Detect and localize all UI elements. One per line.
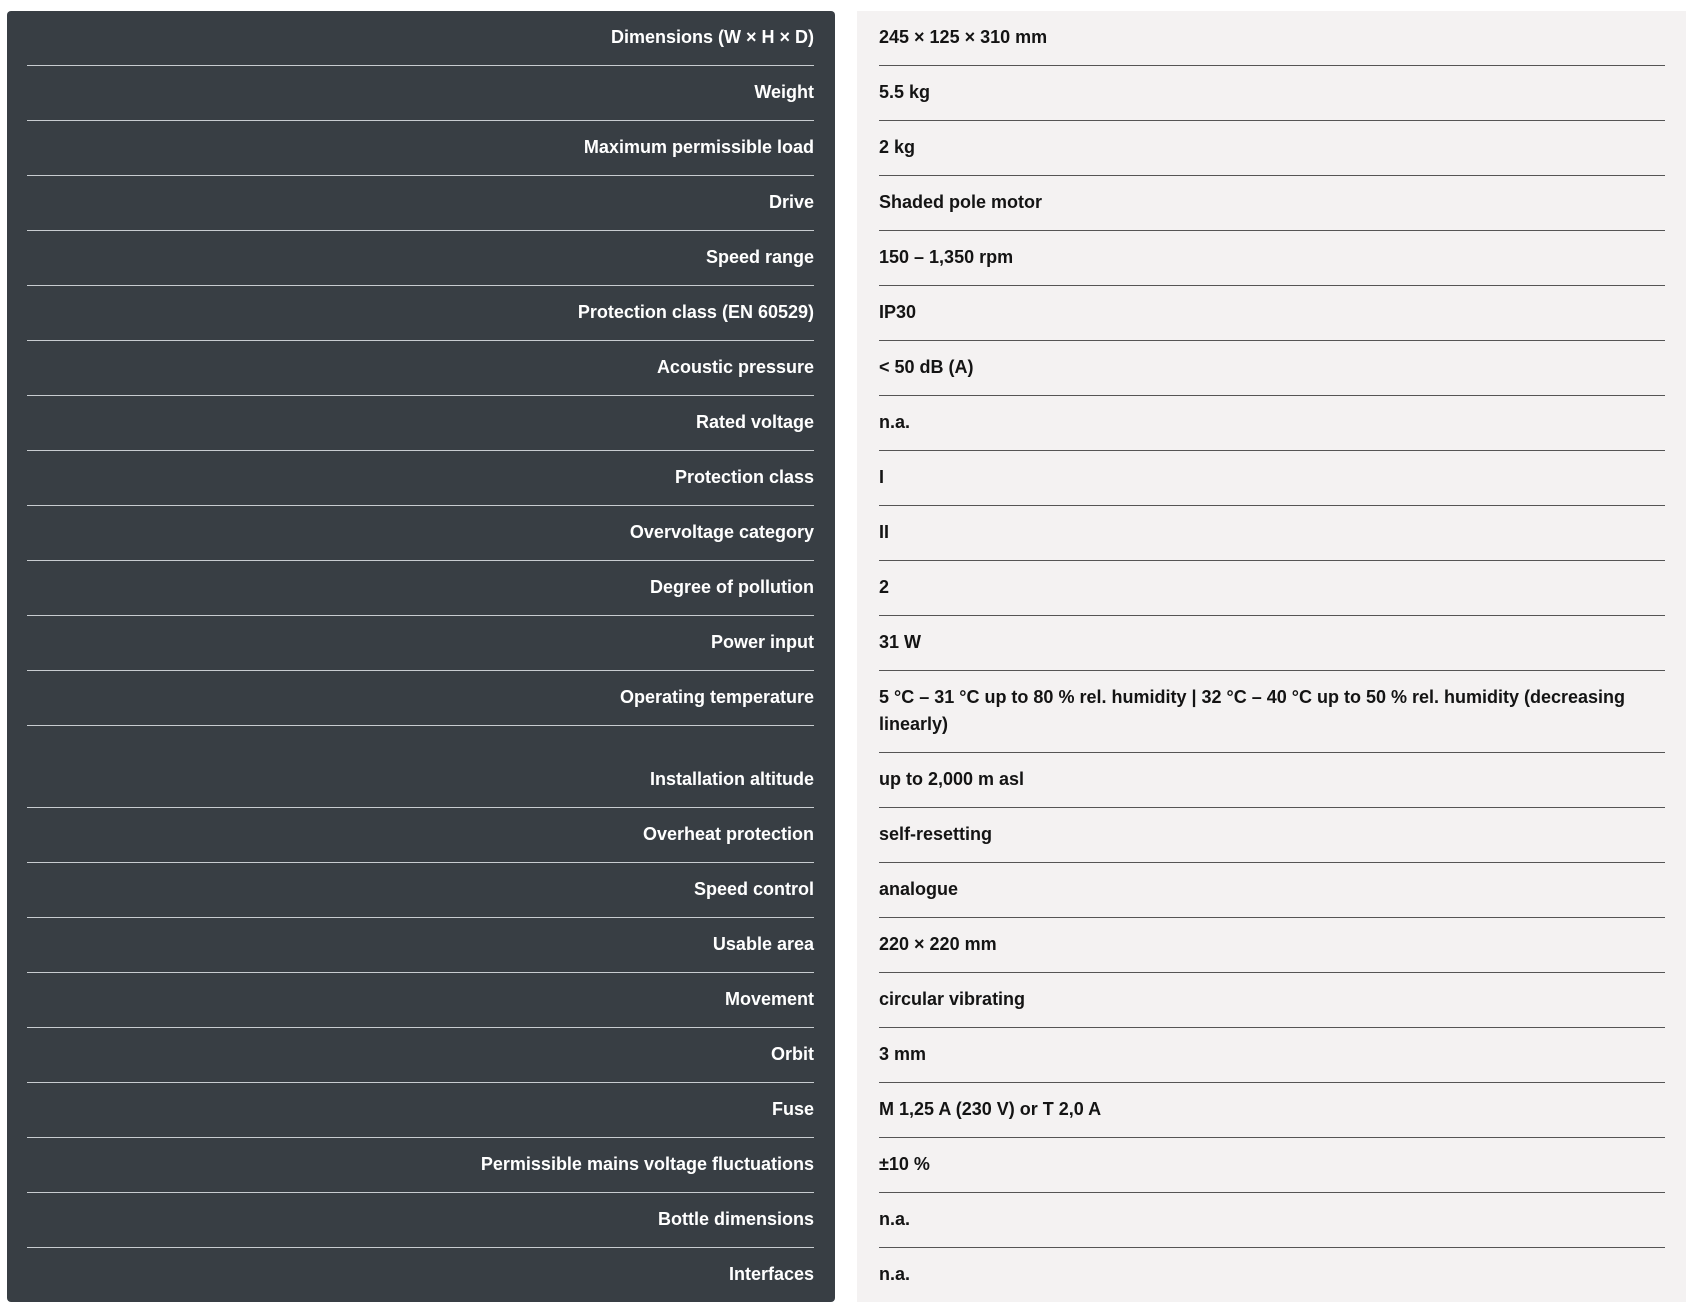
spec-value: 150 – 1,350 rpm [879,231,1665,286]
spec-label: Maximum permissible load [27,121,814,176]
spec-label-cell [7,506,835,561]
spec-row-speed-range [7,231,1686,286]
spec-value: n.a. [879,1193,1665,1248]
spec-label-cell [7,66,835,121]
spec-row-movement [7,973,1686,1028]
spec-value-cell [857,506,1686,561]
spec-value-cell [857,176,1686,231]
spec-row-installation-altitude [7,753,1686,808]
spec-label-cell [7,808,835,863]
spec-row-overheat-protection [7,808,1686,863]
spec-value: analogue [879,863,1665,918]
spec-label: Bottle dimensions [27,1193,814,1248]
spec-row-overvoltage-category [7,506,1686,561]
spec-value-cell [857,616,1686,671]
spec-label-cell [7,1138,835,1193]
spec-label: Fuse [27,1083,814,1138]
spec-value: < 50 dB (A) [879,341,1665,396]
spec-label-cell [7,616,835,671]
spec-value-cell [857,231,1686,286]
spec-label-cell [7,561,835,616]
spec-value-cell [857,286,1686,341]
spec-value-cell [857,451,1686,506]
spec-label: Usable area [27,918,814,973]
spec-value-cell [857,341,1686,396]
spec-value-cell [857,671,1686,753]
spec-label: Protection class (EN 60529) [27,286,814,341]
spec-value-cell [857,121,1686,176]
spec-label-cell [7,1028,835,1083]
spec-row-degree-of-pollution [7,561,1686,616]
spec-value: 220 × 220 mm [879,918,1665,973]
spec-value-cell [857,1193,1686,1248]
spec-label-cell [7,341,835,396]
spec-value: 31 W [879,616,1665,671]
spec-row-protection-class-en [7,286,1686,341]
spec-value: Shaded pole motor [879,176,1665,231]
spec-value: 245 × 125 × 310 mm [879,11,1665,66]
spec-value: self-resetting [879,808,1665,863]
spec-label: Installation altitude [27,753,814,808]
spec-value-cell [857,808,1686,863]
spec-label: Weight [27,66,814,121]
spec-value: 5.5 kg [879,66,1665,121]
spec-value-cell [857,11,1686,66]
spec-label: Protection class [27,451,814,506]
spec-label-cell [7,1248,835,1302]
spec-label-cell [7,863,835,918]
spec-label: Dimensions (W × H × D) [27,11,814,66]
spec-row-max-load [7,121,1686,176]
spec-row-weight [7,66,1686,121]
spec-label: Speed control [27,863,814,918]
spec-label-cell [7,1193,835,1248]
spec-row-interfaces [7,1248,1686,1302]
spec-value: 2 kg [879,121,1665,176]
spec-row-rated-voltage [7,396,1686,451]
spec-value-cell [857,1083,1686,1138]
spec-value-cell [857,753,1686,808]
spec-row-drive [7,176,1686,231]
spec-label: Power input [27,616,814,671]
spec-label: Interfaces [728,1264,814,1284]
spec-row-operating-temperature [7,671,1686,753]
spec-row-orbit [7,1028,1686,1083]
spec-label: Speed range [27,231,814,286]
spec-value-cell [857,396,1686,451]
spec-value: M 1,25 A (230 V) or T 2,0 A [879,1083,1665,1138]
spec-row-bottle-dimensions [7,1193,1686,1248]
spec-label: Rated voltage [27,396,814,451]
spec-label: Degree of pollution [27,561,814,616]
spec-value-cell [857,1028,1686,1083]
spec-label-cell [7,753,835,808]
spec-value: circular vibrating [879,973,1665,1028]
spec-label-cell [7,918,835,973]
spec-value-cell [857,561,1686,616]
spec-row-voltage-fluctuations [7,1138,1686,1193]
spec-label-cell [7,451,835,506]
spec-label-cell [7,286,835,341]
spec-label: Permissible mains voltage fluctuations [27,1138,814,1193]
spec-row-usable-area [7,918,1686,973]
spec-label: Drive [27,176,814,231]
spec-row-power-input [7,616,1686,671]
spec-label-cell [7,121,835,176]
spec-value: I [879,451,1665,506]
spec-value-cell [857,66,1686,121]
spec-value: n.a. [879,1264,911,1284]
spec-row-speed-control [7,863,1686,918]
spec-value-cell [857,973,1686,1028]
spec-label-cell [7,671,835,753]
spec-value-cell [857,1138,1686,1193]
spec-label-cell [7,396,835,451]
spec-label: Operating temperature [27,671,814,726]
spec-value: II [879,506,1665,561]
spec-label-cell [7,11,835,66]
spec-value: 5 °C – 31 °C up to 80 % rel. humidity | 32 °C – 40 °C up to 50 % rel. humidity (decreasing linearly) [879,671,1665,753]
spec-value: IP30 [879,286,1665,341]
spec-label: Movement [27,973,814,1028]
spec-value: up to 2,000 m asl [879,753,1665,808]
spec-value-cell [857,1248,1686,1302]
spec-label-cell [7,1083,835,1138]
spec-value: 3 mm [879,1028,1665,1083]
spec-table [7,11,1686,1302]
spec-label-cell [7,231,835,286]
spec-label-cell [7,176,835,231]
spec-row-fuse [7,1083,1686,1138]
spec-value-cell [857,863,1686,918]
spec-value: n.a. [879,396,1665,451]
spec-value: ±10 % [879,1138,1665,1193]
spec-label: Acoustic pressure [27,341,814,396]
spec-value: 2 [879,561,1665,616]
spec-label-cell [7,973,835,1028]
spec-label: Orbit [27,1028,814,1083]
spec-row-acoustic-pressure [7,341,1686,396]
spec-row-protection-class [7,451,1686,506]
spec-label: Overheat protection [27,808,814,863]
spec-row-dimensions [7,11,1686,66]
spec-label: Overvoltage category [27,506,814,561]
spec-value-cell [857,918,1686,973]
